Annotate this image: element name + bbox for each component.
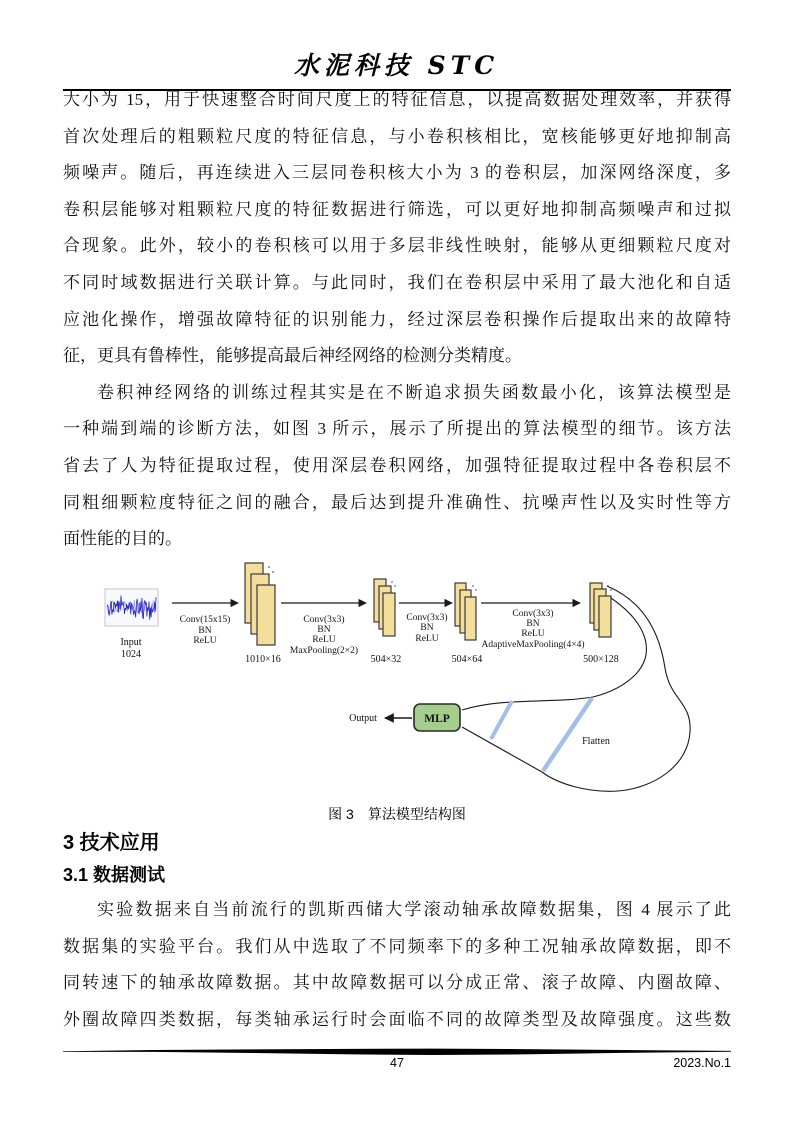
conv1-op: Conv(15x15) — [179, 615, 231, 625]
stack4-size-label: 500×128 — [583, 654, 619, 665]
feature-map-stack-1 — [245, 563, 275, 645]
conv3-bn: BN — [420, 623, 434, 633]
body-line: 大小为 15，用于快速整合时间尺度上的特征信息，以提高数据处理效率，并获得 — [63, 90, 731, 109]
stack2-size-label: 504×32 — [370, 654, 402, 665]
input-signal-image — [105, 589, 158, 626]
stack1-dots — [272, 571, 274, 573]
body-line: 一种端到端的诊断方法，如图 3 所示，展示了所提出的算法模型的细节。该方法 — [63, 419, 731, 439]
journal-title: 水泥科技 STC — [293, 51, 500, 80]
conv4-op: Conv(3x3) — [512, 609, 554, 619]
input-label: Input — [120, 637, 142, 648]
feature-map-stack-3 — [455, 583, 476, 640]
body-line: 征，更具有鲁棒性，能够提高最后神经网络的检测分类精度。 — [63, 346, 522, 366]
conv1-bn: BN — [198, 626, 212, 636]
body-line: 合现象。此外，较小的卷积核可以用于多层非线性映射，能够从更细颗粒尺度对 — [63, 236, 731, 256]
stack2-dots — [391, 581, 392, 582]
body-line: 面性能的目的。 — [63, 529, 182, 549]
body-line: 应池化操作，增强故障特征的识别能力，经过深层卷积操作后提取出来的故障特 — [63, 309, 731, 329]
stack3-dots — [475, 589, 476, 590]
body-text — [63, 82, 731, 558]
body-line: 不同时域数据进行关联计算。与此同时，我们在卷积层中采用了最大池化和自适 — [63, 272, 731, 292]
conv2-bn: BN — [317, 625, 331, 635]
flatten-slice-1 — [491, 701, 512, 739]
funnel-top-line — [462, 697, 593, 710]
section-heading-3: 3 技术应用 — [63, 832, 160, 854]
flatten-label: Flatten — [582, 736, 610, 747]
body-line: 省去了人为特征提取过程，使用深层卷积网络，加强特征提取过程中各卷积层不 — [63, 455, 731, 475]
conv4-relu: ReLU — [521, 629, 545, 639]
conv3-op: Conv(3x3) — [406, 613, 448, 623]
funnel-bottom-line — [462, 727, 542, 772]
mlp-label: MLP — [424, 713, 450, 725]
body-line: 数据集的实验平台。我们从中选取了不同频率下的多种工况轴承故障数据，即不 — [63, 936, 731, 956]
input-size-label: 1024 — [121, 649, 141, 660]
conv4-bn: BN — [526, 619, 540, 629]
conv2-op: Conv(3x3) — [303, 615, 345, 625]
conv3-relu: ReLU — [415, 634, 439, 644]
body-text-section-3-1 — [63, 892, 731, 1038]
figure-algorithm-model — [0, 555, 793, 805]
issue-label: 2023.No.1 — [673, 1056, 731, 1070]
body-line: 首次处理后的粗颗粒尺度的特征信息，与小卷积核相比，宽核能够更好地抑制高 — [63, 126, 731, 146]
page-number: 47 — [390, 1056, 404, 1070]
body-line: 卷积层能够对粗颗粒尺度的特征数据进行筛选，可以更好地抑制高频噪声和过拟 — [63, 199, 731, 219]
output-label: Output — [349, 713, 377, 724]
conv2-relu: ReLU — [312, 635, 336, 645]
body-line: 频噪声。随后，再连续进入三层同卷积核大小为 3 的卷积层，加深网络深度，多 — [63, 163, 731, 183]
stack1-dots — [268, 566, 270, 568]
feature-map-stack-2 — [374, 579, 395, 636]
conv1-relu: ReLU — [193, 636, 217, 646]
body-line: 同粗细颗粒度特征之间的融合，最后达到提升准确性、抗噪声性以及实时性等方 — [63, 492, 731, 512]
stack3-size-label: 504×64 — [451, 654, 483, 665]
body-line: 外圈故障四类数据，每类轴承运行时会面临不同的故障类型及故障强度。这些数 — [63, 1009, 731, 1029]
feature-map-stack-4 — [590, 583, 611, 637]
body-line: 卷积神经网络的训练过程其实是在不断追求损失函数最小化，该算法模型是 — [97, 382, 731, 402]
stack3-dots — [472, 585, 473, 586]
body-line: 实验数据来自当前流行的凯斯西储大学滚动轴承故障数据集，图 4 展示了此 — [97, 900, 731, 919]
stack1-size-label: 1010×16 — [245, 654, 281, 665]
body-line: 同转速下的轴承故障数据。其中故障数据可以分成正常、滚子故障、内圈故障、 — [63, 973, 731, 993]
section-heading-3-1: 3.1 数据测试 — [63, 865, 166, 885]
stack4-dots — [610, 589, 611, 590]
figure-caption: 图 3 算法模型结构图 — [328, 806, 466, 822]
flatten-slice-2 — [543, 698, 592, 771]
conv4-pool: AdaptiveMaxPooling(4×4) — [481, 640, 585, 650]
footer-rule — [63, 1048, 731, 1056]
stack2-dots — [394, 585, 395, 586]
conv2-pool: MaxPooling(2×2) — [289, 646, 359, 656]
